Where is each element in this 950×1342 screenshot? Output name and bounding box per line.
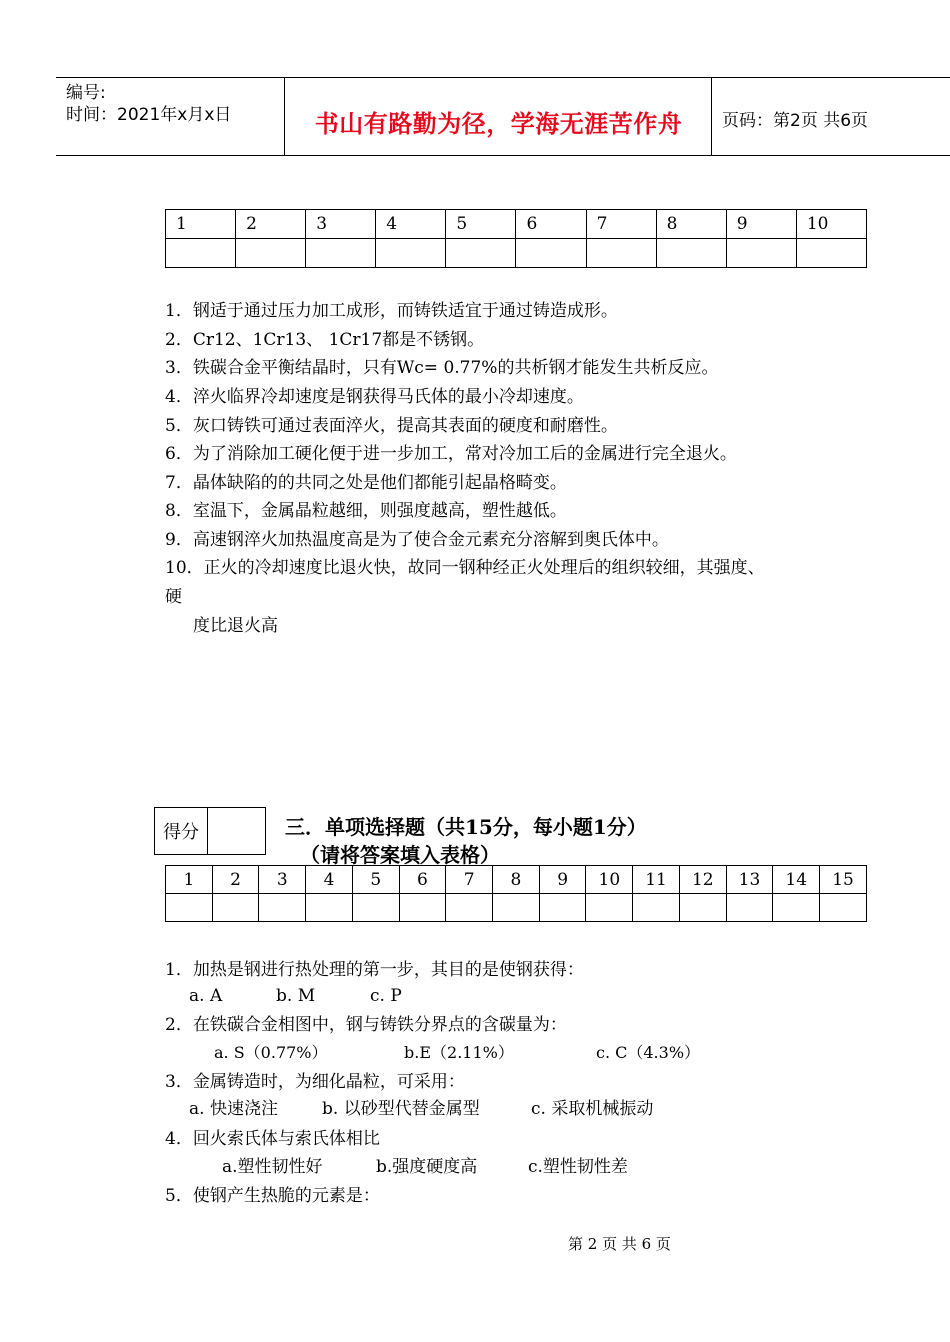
mc-number-cell: 8 xyxy=(493,866,540,894)
tf-number-cell: 3 xyxy=(306,210,376,239)
tf-answer-table-header-row xyxy=(166,210,867,239)
mc-option: c.塑性韧性差 xyxy=(528,1157,628,1177)
score-input-cell[interactable] xyxy=(208,808,266,855)
tf-number-cell: 7 xyxy=(586,210,656,239)
mc-number-cell: 9 xyxy=(539,866,586,894)
tf-number-cell: 5 xyxy=(446,210,516,239)
mc-answer-table xyxy=(165,865,867,922)
tf-question-8: 8．室温下，金属晶粒越细，则强度越高，塑性越低。 xyxy=(165,501,567,521)
tf-answer-cell[interactable] xyxy=(306,239,376,268)
mc-answer-cell[interactable] xyxy=(586,894,633,922)
mc-option: b. 以砂型代替金属型 xyxy=(322,1099,480,1119)
mc-option: c. P xyxy=(370,986,402,1006)
tf-answer-cell[interactable] xyxy=(726,239,796,268)
mc-answer-table-header-row xyxy=(166,866,867,894)
header-divider-2 xyxy=(711,77,712,155)
tf-question-10-wrap: 硬 xyxy=(165,587,182,607)
mc-number-cell: 15 xyxy=(820,866,867,894)
tf-number-cell: 9 xyxy=(726,210,796,239)
tf-answer-cell[interactable] xyxy=(656,239,726,268)
mc-option: a.塑性韧性好 xyxy=(222,1157,323,1177)
mc-answer-cell[interactable] xyxy=(539,894,586,922)
mc-number-cell: 12 xyxy=(679,866,726,894)
header-bottom-rule xyxy=(56,155,950,156)
mc-option: b.强度硬度高 xyxy=(376,1157,478,1177)
mc-number-cell: 6 xyxy=(399,866,446,894)
tf-question-6: 6．为了消除加工硬化便于进一步加工，常对冷加工后的金属进行完全退火。 xyxy=(165,444,737,464)
mc-number-cell: 13 xyxy=(726,866,773,894)
score-box xyxy=(154,807,266,855)
tf-answer-cell[interactable] xyxy=(586,239,656,268)
mc-answer-cell[interactable] xyxy=(633,894,680,922)
mc-answer-table-answer-row xyxy=(166,894,867,922)
tf-number-cell: 6 xyxy=(516,210,586,239)
header-top-rule xyxy=(56,77,950,78)
tf-number-cell: 2 xyxy=(236,210,306,239)
mc-number-cell: 10 xyxy=(586,866,633,894)
mc-question-1: 1．加热是钢进行热处理的第一步，其目的是使钢获得： xyxy=(165,960,584,980)
tf-number-cell: 10 xyxy=(796,210,866,239)
tf-question-9: 9．高速钢淬火加热温度高是为了使合金元素充分溶解到奥氏体中。 xyxy=(165,530,669,550)
page-footer: 第 2 页 共 6 页 xyxy=(568,1235,671,1253)
section-3-subtitle: （请将答案填入表格） xyxy=(300,843,500,867)
mc-number-cell: 2 xyxy=(212,866,259,894)
tf-answer-cell[interactable] xyxy=(796,239,866,268)
mc-answer-cell[interactable] xyxy=(679,894,726,922)
mc-option: a. S（0.77%） xyxy=(214,1043,328,1062)
tf-question-10: 10．正火的冷却速度比退火快，故同一钢种经正火处理后的组织较细，其强度、 xyxy=(165,558,765,578)
mc-number-cell: 3 xyxy=(259,866,306,894)
mc-answer-cell[interactable] xyxy=(352,894,399,922)
header-page-label: 页码：第2页 共6页 xyxy=(722,111,869,131)
mc-number-cell: 4 xyxy=(306,866,353,894)
tf-number-cell: 8 xyxy=(656,210,726,239)
mc-answer-cell[interactable] xyxy=(212,894,259,922)
header-motto: 书山有路勤为径，学海无涯苦作舟 xyxy=(314,110,683,138)
tf-question-2: 2．Cr12、1Cr13、 1Cr17都是不锈钢。 xyxy=(165,330,485,350)
mc-answer-cell[interactable] xyxy=(399,894,446,922)
score-label: 得分 xyxy=(155,808,208,855)
mc-option: b.E（2.11%） xyxy=(404,1043,514,1062)
tf-answer-table-answer-row xyxy=(166,239,867,268)
tf-answer-table xyxy=(165,209,867,268)
document-number-label: 编号: xyxy=(66,83,106,103)
tf-answer-cell[interactable] xyxy=(166,239,236,268)
mc-answer-cell[interactable] xyxy=(726,894,773,922)
tf-question-4: 4．淬火临界冷却速度是钢获得马氏体的最小冷却速度。 xyxy=(165,387,584,407)
tf-answer-cell[interactable] xyxy=(446,239,516,268)
section-3-title: 三．单项选择题（共15分，每小题1分） xyxy=(285,815,647,839)
tf-question-5: 5．灰口铸铁可通过表面淬火，提高其表面的硬度和耐磨性。 xyxy=(165,416,618,436)
tf-question-1: 1．钢适于通过压力加工成形，而铸铁适宜于通过铸造成形。 xyxy=(165,301,618,321)
mc-question-3: 3．金属铸造时，为细化晶粒，可采用： xyxy=(165,1072,465,1092)
mc-option: b. M xyxy=(276,986,316,1006)
mc-option: a. A xyxy=(189,986,223,1006)
mc-answer-cell[interactable] xyxy=(306,894,353,922)
mc-answer-cell[interactable] xyxy=(493,894,540,922)
tf-number-cell: 1 xyxy=(166,210,236,239)
tf-answer-cell[interactable] xyxy=(516,239,586,268)
mc-option: c. 采取机械振动 xyxy=(531,1099,654,1119)
mc-number-cell: 11 xyxy=(633,866,680,894)
mc-answer-cell[interactable] xyxy=(773,894,820,922)
mc-number-cell: 1 xyxy=(166,866,213,894)
tf-question-7: 7．晶体缺陷的的共同之处是他们都能引起晶格畸变。 xyxy=(165,473,567,493)
mc-answer-cell[interactable] xyxy=(259,894,306,922)
mc-question-5: 5．使钢产生热脆的元素是： xyxy=(165,1186,380,1206)
mc-option: a. 快速浇注 xyxy=(189,1099,278,1119)
mc-option: c. C（4.3%） xyxy=(596,1043,701,1062)
document-time-label: 时间：2021年x月x日 xyxy=(66,105,232,125)
tf-question-3: 3．铁碳合金平衡结晶时，只有Wc= 0.77%的共析钢才能发生共析反应。 xyxy=(165,358,719,378)
mc-question-2: 2．在铁碳合金相图中，钢与铸铁分界点的含碳量为： xyxy=(165,1015,567,1035)
mc-answer-cell[interactable] xyxy=(166,894,213,922)
mc-number-cell: 5 xyxy=(352,866,399,894)
mc-question-4: 4．回火索氏体与索氏体相比 xyxy=(165,1129,380,1149)
tf-question-10-cont: 度比退火高 xyxy=(193,616,278,636)
tf-number-cell: 4 xyxy=(376,210,446,239)
mc-number-cell: 7 xyxy=(446,866,493,894)
mc-answer-cell[interactable] xyxy=(446,894,493,922)
tf-answer-cell[interactable] xyxy=(376,239,446,268)
tf-answer-cell[interactable] xyxy=(236,239,306,268)
header-divider-1 xyxy=(284,77,285,155)
mc-number-cell: 14 xyxy=(773,866,820,894)
mc-answer-cell[interactable] xyxy=(820,894,867,922)
